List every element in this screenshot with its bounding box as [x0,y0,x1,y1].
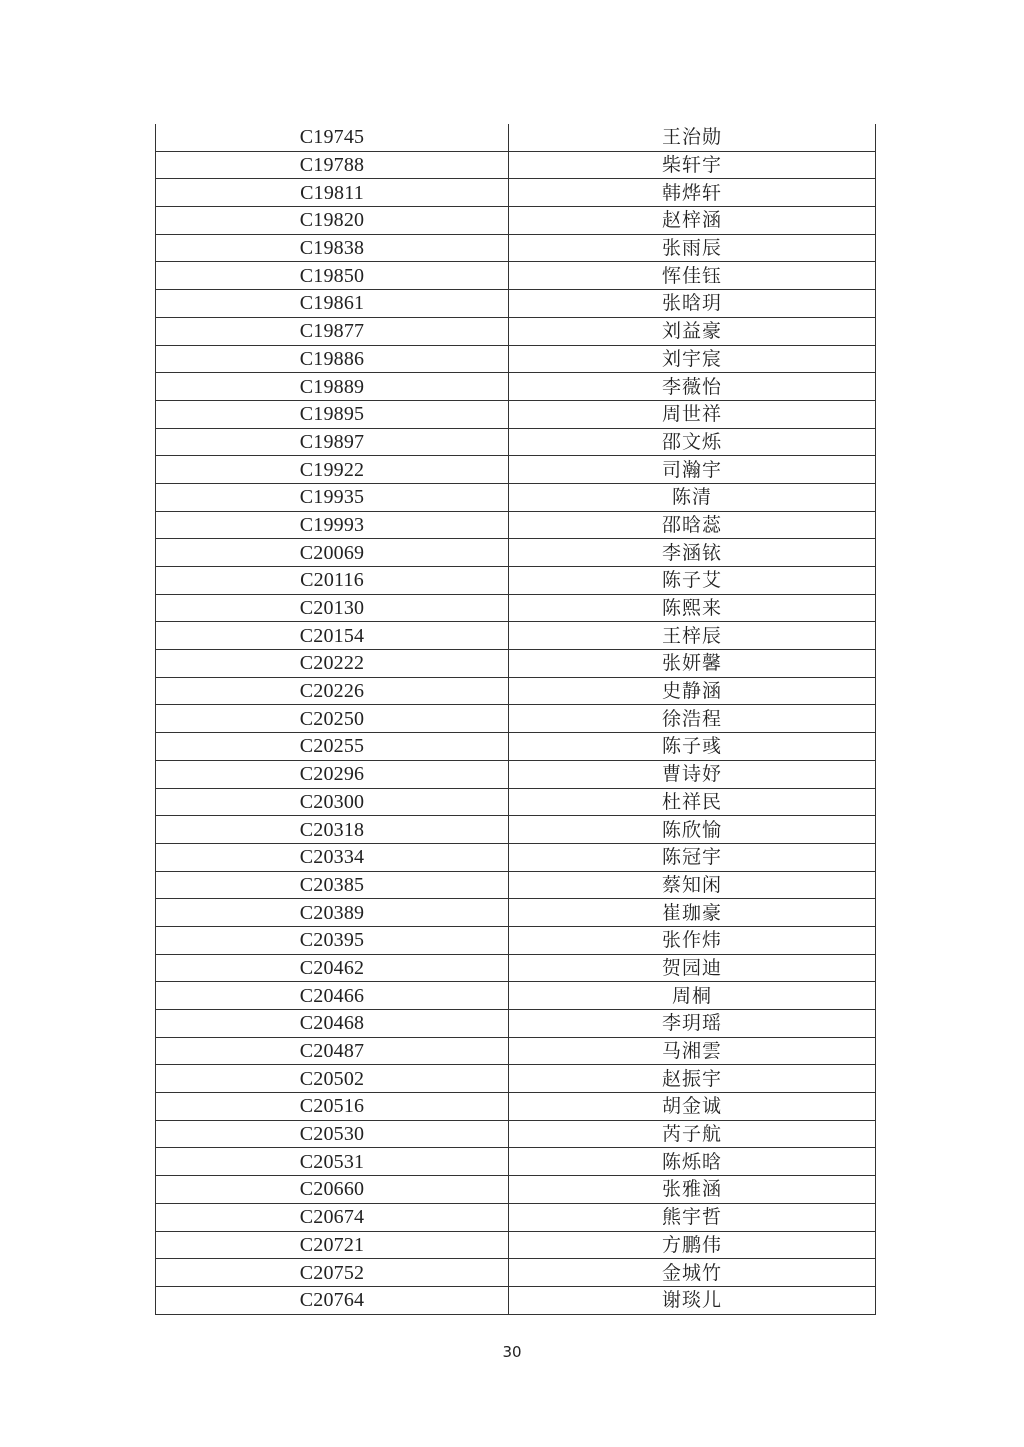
table-row [156,1093,876,1121]
table-row [156,843,876,871]
student-id-cell: C19993 [156,511,509,539]
student-name-cell: 谢琰儿 [509,1286,876,1314]
student-name-cell: 王治勋 [509,124,876,151]
table-row [156,1231,876,1259]
student-id-cell: C20721 [156,1231,509,1259]
table-row [156,816,876,844]
table-row [156,1176,876,1204]
table-row [156,760,876,788]
student-id-cell: C20296 [156,760,509,788]
student-name-cell: 金城竹 [509,1259,876,1287]
table-row [156,179,876,207]
student-id-cell: C20069 [156,539,509,567]
student-name-cell: 曹诗妤 [509,760,876,788]
student-id-cell: C20502 [156,1065,509,1093]
student-name-cell: 张妍馨 [509,650,876,678]
student-id-cell: C20530 [156,1120,509,1148]
student-id-cell: C19850 [156,262,509,290]
student-name-cell: 王梓辰 [509,622,876,650]
table-row [156,124,876,151]
student-name-cell: 柴轩宇 [509,151,876,179]
table-row [156,456,876,484]
table-row [156,871,876,899]
table-row [156,428,876,456]
student-name-cell: 张雅涵 [509,1176,876,1204]
table-row [156,982,876,1010]
student-id-cell: C20222 [156,650,509,678]
table-row [156,733,876,761]
table-row [156,345,876,373]
student-id-cell: C19889 [156,373,509,401]
student-id-cell: C20531 [156,1148,509,1176]
student-id-cell: C19838 [156,234,509,262]
student-id-cell: C19745 [156,124,509,151]
student-name-cell: 马湘雲 [509,1037,876,1065]
student-name-cell: 赵梓涵 [509,207,876,235]
student-name-cell: 恽佳钰 [509,262,876,290]
table-row [156,317,876,345]
student-name-cell: 陈子彧 [509,733,876,761]
student-id-cell: C20516 [156,1093,509,1121]
student-id-cell: C20300 [156,788,509,816]
student-id-cell: C19897 [156,428,509,456]
table-row [156,567,876,595]
student-name-cell: 周桐 [509,982,876,1010]
student-id-cell: C19886 [156,345,509,373]
table-row [156,622,876,650]
student-id-cell: C20389 [156,899,509,927]
student-name-cell: 邵文烁 [509,428,876,456]
student-name-cell: 刘益豪 [509,317,876,345]
student-name-cell: 刘宇宸 [509,345,876,373]
student-name-cell: 陈清 [509,483,876,511]
student-name-cell: 崔珈豪 [509,899,876,927]
student-id-cell: C19922 [156,456,509,484]
student-name-cell: 赵振宇 [509,1065,876,1093]
table-row [156,594,876,622]
student-name-cell: 芮子航 [509,1120,876,1148]
student-id-cell: C20334 [156,843,509,871]
student-name-cell: 司瀚宇 [509,456,876,484]
student-id-cell: C20468 [156,1010,509,1038]
table-row [156,234,876,262]
student-id-cell: C20462 [156,954,509,982]
table-row [156,899,876,927]
student-name-cell: 李玥瑶 [509,1010,876,1038]
table-row [156,677,876,705]
student-name-cell: 李涵铱 [509,539,876,567]
student-name-cell: 韩烨轩 [509,179,876,207]
table-row [156,926,876,954]
student-id-cell: C20674 [156,1203,509,1231]
student-id-cell: C20752 [156,1259,509,1287]
table-row [156,1120,876,1148]
table-row [156,539,876,567]
student-name-cell: 陈烁晗 [509,1148,876,1176]
table-row [156,650,876,678]
student-id-cell: C20660 [156,1176,509,1204]
table-row [156,1065,876,1093]
table-row [156,1203,876,1231]
student-name-cell: 陈冠宇 [509,843,876,871]
student-name-cell: 徐浩程 [509,705,876,733]
student-name-cell: 方鹏伟 [509,1231,876,1259]
student-id-cell: C20130 [156,594,509,622]
student-name-cell: 张晗玥 [509,290,876,318]
table-row [156,511,876,539]
student-id-cell: C20226 [156,677,509,705]
table-row [156,788,876,816]
student-id-cell: C19788 [156,151,509,179]
student-id-cell: C19895 [156,400,509,428]
table-row [156,1286,876,1314]
student-name-cell: 胡金诚 [509,1093,876,1121]
table-row [156,207,876,235]
student-id-cell: C19935 [156,483,509,511]
student-name-cell: 张雨辰 [509,234,876,262]
student-name-cell: 熊宇哲 [509,1203,876,1231]
student-id-cell: C20487 [156,1037,509,1065]
student-id-cell: C20764 [156,1286,509,1314]
table-row [156,400,876,428]
student-name-cell: 陈欣愉 [509,816,876,844]
table-row [156,1010,876,1038]
student-name-cell: 李薇怡 [509,373,876,401]
roster-table [155,124,876,1315]
student-id-cell: C19861 [156,290,509,318]
student-name-cell: 杜祥民 [509,788,876,816]
student-id-cell: C20318 [156,816,509,844]
table-row [156,483,876,511]
student-id-cell: C20466 [156,982,509,1010]
student-name-cell: 邵晗蕊 [509,511,876,539]
student-id-cell: C20395 [156,926,509,954]
student-id-cell: C20250 [156,705,509,733]
table-row [156,1259,876,1287]
student-id-cell: C19811 [156,179,509,207]
student-name-cell: 张作炜 [509,926,876,954]
table-row [156,1037,876,1065]
table-row [156,262,876,290]
roster-table-body [156,124,876,1314]
table-row [156,954,876,982]
student-name-cell: 蔡知闲 [509,871,876,899]
student-name-cell: 贺园迪 [509,954,876,982]
student-id-cell: C19877 [156,317,509,345]
table-row [156,1148,876,1176]
page-number: 30 [502,1343,522,1361]
student-id-cell: C20154 [156,622,509,650]
student-id-cell: C19820 [156,207,509,235]
table-row [156,373,876,401]
student-name-cell: 陈子艾 [509,567,876,595]
table-row [156,151,876,179]
table-row [156,290,876,318]
student-name-cell: 陈熙来 [509,594,876,622]
student-name-cell: 周世祥 [509,400,876,428]
table-row [156,705,876,733]
student-name-cell: 史静涵 [509,677,876,705]
roster-table-container [155,124,875,1315]
student-id-cell: C20385 [156,871,509,899]
student-id-cell: C20116 [156,567,509,595]
student-id-cell: C20255 [156,733,509,761]
